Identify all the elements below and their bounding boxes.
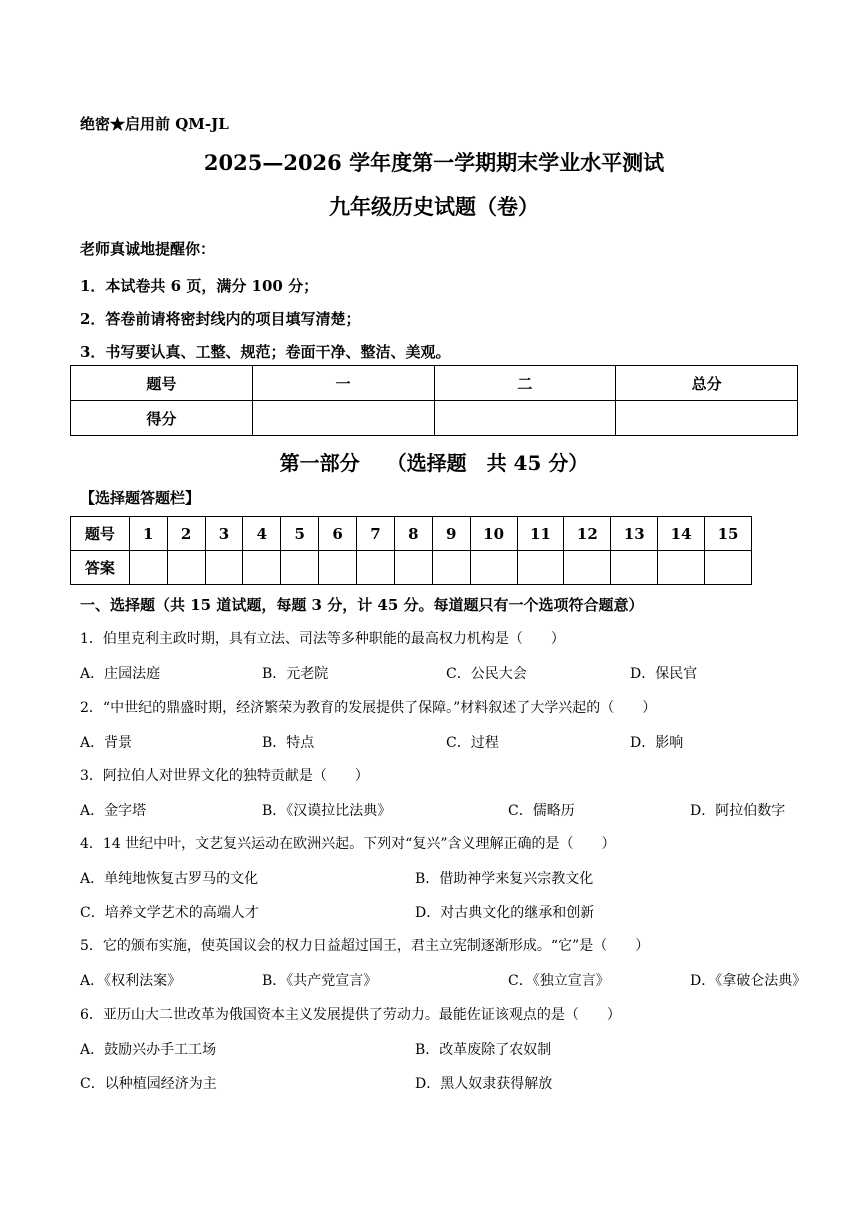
question-option: C．儒略历: [508, 803, 575, 819]
answer-cell[interactable]: [281, 551, 319, 585]
question-number-cell: 14: [658, 517, 705, 551]
question-stem: 5．它的颁布实施，使英国议会的权力日益超过国王，君主立宪制逐渐形成。“它”是（ ）: [80, 938, 650, 954]
answer-cell[interactable]: [394, 551, 432, 585]
question-option: C．公民大会: [446, 666, 527, 682]
score-row-label: 得分: [71, 401, 253, 436]
answer-table: [70, 516, 752, 585]
exam-title: 2025—2026 学年度第一学期期末学业水平测试: [203, 150, 665, 175]
answer-cell[interactable]: [432, 551, 470, 585]
question-stem: 4．14 世纪中叶，文艺复兴运动在欧洲兴起。下列对“复兴”含义理解正确的是（ ）: [80, 836, 616, 852]
question-option: C．以种植园经济为主: [80, 1076, 217, 1092]
answer-cell[interactable]: [243, 551, 281, 585]
notice-heading: 老师真诚地提醒你：: [80, 240, 216, 258]
answer-cell[interactable]: [517, 551, 564, 585]
question-stem: 2．“中世纪的鼎盛时期，经济繁荣为教育的发展提供了保障。”材料叙述了大学兴起的（ ）: [80, 700, 657, 716]
question-number-cell: 6: [319, 517, 357, 551]
question-number-cell: 7: [357, 517, 395, 551]
answer-row-label: 题号: [71, 517, 130, 551]
question-number-cell: 2: [167, 517, 205, 551]
question-option: D．对古典文化的继承和创新: [415, 905, 595, 921]
question-option: B．《汉谟拉比法典》: [262, 803, 392, 819]
question-option: C．过程: [446, 735, 499, 751]
score-cell[interactable]: [616, 401, 798, 436]
question-option: A．金字塔: [80, 803, 147, 819]
question-option: D．《拿破仑法典》: [690, 973, 807, 989]
question-option: B．改革废除了农奴制: [415, 1042, 552, 1058]
answer-cell[interactable]: [167, 551, 205, 585]
answer-cell[interactable]: [319, 551, 357, 585]
question-option: A．背景: [80, 735, 133, 751]
question-number-cell: 4: [243, 517, 281, 551]
score-cell[interactable]: [252, 401, 434, 436]
question-number-cell: 15: [705, 517, 752, 551]
question-option: A．《权利法案》: [80, 973, 182, 989]
answer-cell[interactable]: [564, 551, 611, 585]
questions-header: 一、选择题（共 15 道试题，每题 3 分，计 45 分。每道题只有一个选项符合题意）: [80, 596, 644, 614]
confidential-label: 绝密★启用前 QM-JL: [80, 115, 229, 133]
answer-cell[interactable]: [470, 551, 517, 585]
question-number-cell: 12: [564, 517, 611, 551]
question-stem: 3．阿拉伯人对世界文化的独特贡献是（ ）: [80, 768, 369, 784]
question-option: D．保民官: [630, 666, 698, 682]
question-option: D．阿拉伯数字: [690, 803, 786, 819]
answer-table-number-row: [71, 517, 752, 551]
question-option: A．鼓励兴办手工工场: [80, 1042, 217, 1058]
notice-item: 2．答卷前请将密封线内的项目填写清楚；: [80, 310, 361, 328]
question-number-cell: 5: [281, 517, 319, 551]
score-header-cell: 一: [252, 366, 434, 401]
question-option: D．黑人奴隶获得解放: [415, 1076, 553, 1092]
answer-cell[interactable]: [658, 551, 705, 585]
section-title: 第一部分 （选择题 共 45 分）: [279, 451, 589, 475]
question-option: B．借助神学来复兴宗教文化: [415, 871, 594, 887]
answer-cell[interactable]: [205, 551, 243, 585]
question-stem: 1．伯里克利主政时期，具有立法、司法等多种职能的最高权力机构是（ ）: [80, 631, 565, 647]
score-table-header-row: [71, 366, 798, 401]
question-number-cell: 1: [129, 517, 167, 551]
answer-table-answer-row: [71, 551, 752, 585]
notice-item: 1．本试卷共 6 页，满分 100 分；: [80, 277, 319, 295]
question-option: C．培养文学艺术的高端人才: [80, 905, 259, 921]
question-option: A．单纯地恢复古罗马的文化: [80, 871, 259, 887]
question-number-cell: 11: [517, 517, 564, 551]
question-number-cell: 3: [205, 517, 243, 551]
answer-cell[interactable]: [705, 551, 752, 585]
score-cell[interactable]: [434, 401, 616, 436]
question-option: D．影响: [630, 735, 684, 751]
exam-subtitle: 九年级历史试题（卷）: [329, 194, 539, 219]
answer-area-label: 【选择题答题栏】: [80, 489, 201, 507]
notice-item: 3．书写要认真、工整、规范；卷面干净、整洁、美观。: [80, 343, 451, 361]
question-stem: 6．亚历山大二世改革为俄国资本主义发展提供了劳动力。最能佐证该观点的是（ ）: [80, 1007, 621, 1023]
question-number-cell: 10: [470, 517, 517, 551]
answer-cell[interactable]: [129, 551, 167, 585]
question-option: C．《独立宣言》: [508, 973, 610, 989]
answer-cell[interactable]: [611, 551, 658, 585]
score-table-row: [71, 401, 798, 436]
score-header-cell: 总分: [616, 366, 798, 401]
answer-cell[interactable]: [357, 551, 395, 585]
question-number-cell: 8: [394, 517, 432, 551]
score-header-cell: 二: [434, 366, 616, 401]
question-option: B．元老院: [262, 666, 329, 682]
question-number-cell: 9: [432, 517, 470, 551]
question-option: B．《共产党宣言》: [262, 973, 378, 989]
question-option: A．庄园法庭: [80, 666, 161, 682]
score-table: [70, 365, 798, 436]
score-header-cell: 题号: [71, 366, 253, 401]
question-number-cell: 13: [611, 517, 658, 551]
question-option: B．特点: [262, 735, 315, 751]
answer-row-label: 答案: [71, 551, 130, 585]
